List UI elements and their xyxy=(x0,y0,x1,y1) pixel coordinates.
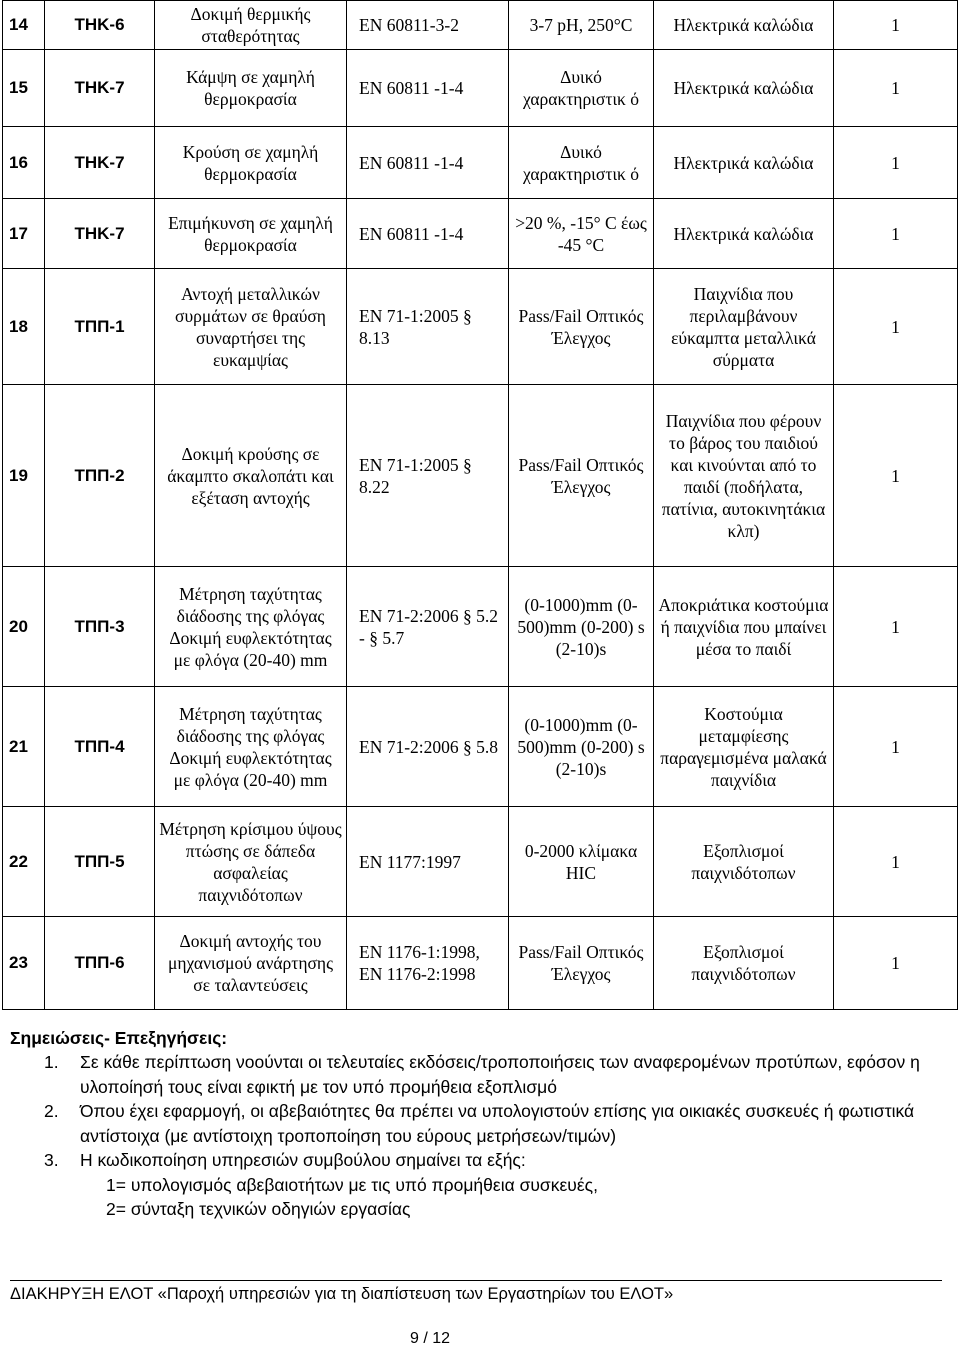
product-category-cell xyxy=(654,807,834,917)
measurement-range-cell xyxy=(509,269,654,385)
standard-reference: EN 60811 -1-4 xyxy=(359,78,464,98)
standard-reference-cell xyxy=(347,807,509,917)
table-row xyxy=(3,50,958,127)
product-category-cell xyxy=(654,687,834,807)
row-number-cell xyxy=(3,687,45,807)
service-code: 1 xyxy=(891,78,900,98)
test-code-cell xyxy=(45,50,155,127)
standard-reference-cell xyxy=(347,269,509,385)
service-code-cell xyxy=(834,1,958,50)
note-text: Σε κάθε περίπτωση νοούνται οι τελευταίες εκδόσεις/τροποποιήσεις των αναφερομένων προτύπων, εφόσον η υλοποίησή τους είναι εφικτή με τον υπό προμήθεια εξοπλισμό xyxy=(80,1052,920,1097)
note-item xyxy=(10,1050,950,1099)
test-name-cell xyxy=(155,687,347,807)
row-number-cell xyxy=(3,917,45,1010)
row-number: 23 xyxy=(9,953,28,972)
test-name: Δοκιμή θερμικής σταθερότητας xyxy=(190,4,311,46)
product-category-cell xyxy=(654,199,834,269)
row-number: 15 xyxy=(9,78,28,97)
footer-title: ΔΙΑΚΗΡΥΞΗ ΕΛΟΤ «Παροχή υπηρεσιών για τη διαπίστευση των Εργαστηρίων του ΕΛΟΤ» xyxy=(10,1285,674,1303)
standard-reference-cell xyxy=(347,50,509,127)
test-name-cell xyxy=(155,50,347,127)
product-category-cell xyxy=(654,50,834,127)
test-code-cell xyxy=(45,567,155,687)
measurement-range-cell xyxy=(509,385,654,567)
test-code-cell xyxy=(45,199,155,269)
test-code: THK-6 xyxy=(74,15,125,34)
test-code-cell xyxy=(45,269,155,385)
measurement-range: 3-7 pH, 250°C xyxy=(529,15,633,35)
service-code: 1 xyxy=(891,223,900,244)
row-number: 17 xyxy=(9,223,28,243)
service-code-cell xyxy=(834,687,958,807)
note-number: 3. xyxy=(44,1150,59,1170)
test-name: Μέτρηση κρίσιμου ύψους πτώσης σε δάπεδα ασφαλείας παιχνιδότοπων xyxy=(159,818,342,905)
product-category: Κοστούμια μεταμφίεσης παραγεμισμένα μαλακά παιχνίδια xyxy=(660,703,827,790)
footer-divider xyxy=(10,1280,942,1281)
service-code-cell xyxy=(834,199,958,269)
table-row xyxy=(3,807,958,917)
test-code: ΤΠΠ-3 xyxy=(74,616,125,636)
table-row xyxy=(3,917,958,1010)
standard-reference: EN 71-1:2005 § 8.22 xyxy=(359,454,472,497)
test-code-cell xyxy=(45,127,155,199)
measurement-range: Δυικό χαρακτηριστικ ό xyxy=(522,67,639,109)
service-code-cell xyxy=(834,807,958,917)
standard-reference-cell xyxy=(347,385,509,567)
row-number-cell xyxy=(3,807,45,917)
product-category-cell xyxy=(654,567,834,687)
product-category: Ηλεκτρικά καλώδια xyxy=(673,15,814,35)
service-code: 1 xyxy=(891,616,900,637)
product-category: Ηλεκτρικά καλώδια xyxy=(673,152,814,173)
note-item xyxy=(10,1148,950,1173)
measurement-range-cell xyxy=(509,807,654,917)
measurement-range-cell xyxy=(509,917,654,1010)
standard-reference-cell xyxy=(347,917,509,1010)
code-definition: 2= σύνταξη τεχνικών οδηγιών εργασίας xyxy=(106,1199,411,1219)
service-code-cell xyxy=(834,567,958,687)
row-number: 16 xyxy=(9,152,28,172)
note-number: 2. xyxy=(44,1101,59,1121)
service-code: 1 xyxy=(891,316,900,337)
row-number: 21 xyxy=(9,736,28,756)
product-category: Ηλεκτρικά καλώδια xyxy=(673,223,814,244)
measurement-range-cell xyxy=(509,567,654,687)
test-name: Κρούση σε χαμηλή θερμοκρασία xyxy=(182,141,319,184)
test-code-cell xyxy=(45,1,155,50)
measurement-range-cell xyxy=(509,127,654,199)
row-number-cell xyxy=(3,1,45,50)
service-code: 1 xyxy=(891,152,900,173)
test-code: ΤΠΠ-5 xyxy=(74,851,125,871)
product-category: Ηλεκτρικά καλώδια xyxy=(673,78,814,98)
test-name: Μέτρηση ταχύτητας διάδοσης της φλόγας Δοκιμή ευφλεκτότητας με φλόγα (20-40) mm xyxy=(169,703,332,790)
table-row xyxy=(3,127,958,199)
measurement-range: Pass/Fail Οπτικός Έλεγχος xyxy=(518,942,644,984)
test-name-cell xyxy=(155,385,347,567)
row-number-cell xyxy=(3,385,45,567)
row-number-cell xyxy=(3,199,45,269)
test-code: THK-7 xyxy=(74,152,125,172)
standard-reference: EN 71-1:2005 § 8.13 xyxy=(359,305,472,348)
measurement-range: (0-1000)mm (0-500)mm (0-200) s (2-10)s xyxy=(517,714,645,779)
test-name: Κάμψη σε χαμηλή θερμοκρασία xyxy=(186,67,315,109)
measurement-range-cell xyxy=(509,50,654,127)
row-number-cell xyxy=(3,269,45,385)
measurement-range-cell xyxy=(509,1,654,50)
service-code-cell xyxy=(834,127,958,199)
test-name: Δοκιμή αντοχής του μηχανισμού ανάρτησης σε ταλαντεύσεις xyxy=(168,931,333,995)
test-code-cell xyxy=(45,687,155,807)
test-name: Δοκιμή κρούσης σε άκαμπτο σκαλοπάτι και εξέταση αντοχής xyxy=(167,443,334,508)
product-category-cell xyxy=(654,917,834,1010)
service-code: 1 xyxy=(891,736,900,757)
row-number-cell xyxy=(3,50,45,127)
standard-reference: EN 60811-3-2 xyxy=(359,15,459,35)
note-number: 1. xyxy=(44,1052,59,1072)
row-number: 18 xyxy=(9,316,28,336)
row-number-cell xyxy=(3,127,45,199)
note-item xyxy=(10,1099,950,1148)
measurement-range-cell xyxy=(509,199,654,269)
row-number: 14 xyxy=(9,15,28,34)
measurement-range: Pass/Fail Οπτικός Έλεγχος xyxy=(518,454,644,497)
test-name-cell xyxy=(155,917,347,1010)
product-category-cell xyxy=(654,1,834,50)
row-number: 20 xyxy=(9,616,28,636)
measurement-range-cell xyxy=(509,687,654,807)
notes-title: Σημειώσεις- Επεξηγήσεις: xyxy=(10,1028,228,1048)
test-code: ΤΠΠ-2 xyxy=(74,465,125,485)
product-category: Εξοπλισμοί παιχνιδότοπων xyxy=(691,942,796,984)
test-code: ΤΠΠ-1 xyxy=(74,316,125,336)
table-row xyxy=(3,567,958,687)
service-code-cell xyxy=(834,50,958,127)
test-name-cell xyxy=(155,807,347,917)
specification-table xyxy=(2,0,958,1010)
test-name: Επιμήκυνση σε χαμηλή θερμοκρασία xyxy=(168,212,333,255)
note-text: Όπου έχει εφαρμογή, οι αβεβαιότητες θα πρέπει να υπολογιστούν επίσης για οικιακές συσκευές ή φωτιστικά αντίστοιχα (με αντίστοιχη τροποποίηση του εύρους μετρήσεων/τιμών) xyxy=(80,1101,915,1146)
notes-section xyxy=(10,1026,950,1222)
service-code-cell xyxy=(834,269,958,385)
row-number-cell xyxy=(3,567,45,687)
service-code: 1 xyxy=(891,851,900,872)
measurement-range: 0-2000 κλίμακα HIC xyxy=(524,840,638,883)
standard-reference-cell xyxy=(347,199,509,269)
measurement-range: >20 %, -15° C έως -45 °C xyxy=(515,212,647,255)
service-code-cell xyxy=(834,917,958,1010)
table-row xyxy=(3,1,958,50)
standard-reference: EN 60811 -1-4 xyxy=(359,223,464,244)
product-category-cell xyxy=(654,385,834,567)
note-text: Η κωδικοποίηση υπηρεσιών συμβούλου σημαίνει τα εξής: xyxy=(80,1150,526,1170)
test-name: Αντοχή μεταλλικών συρμάτων σε θραύση συναρτήσει της ευκαμψίας xyxy=(175,283,326,370)
test-name-cell xyxy=(155,269,347,385)
row-number: 22 xyxy=(9,851,28,871)
test-name-cell xyxy=(155,567,347,687)
product-category: Εξοπλισμοί παιχνιδότοπων xyxy=(691,840,796,883)
service-code-cell xyxy=(834,385,958,567)
measurement-range: (0-1000)mm (0-500)mm (0-200) s (2-10)s xyxy=(517,594,645,659)
product-category: Παιχνίδια που φέρουν το βάρος του παιδιού και κινούνται από το παιδί (ποδήλατα, πατίνια, αυτοκινητάκια κλπ) xyxy=(661,410,826,541)
standard-reference: EN 71-2:2006 § 5.2 - § 5.7 xyxy=(359,605,499,648)
code-definition: 1= υπολογισμός αβεβαιοτήτων με τις υπό προμήθεια συσκευές, xyxy=(106,1174,598,1195)
product-category: Αποκριάτικα κοστούμια ή παιχνίδια που μπαίνει μέσα το παιδί xyxy=(658,594,829,659)
standard-reference: EN 1176-1:1998, EN 1176-2:1998 xyxy=(359,942,480,984)
table-row xyxy=(3,687,958,807)
page-number: 9 / 12 xyxy=(409,1330,451,1347)
measurement-range: Δυικό χαρακτηριστικ ό xyxy=(522,141,639,184)
test-code: THK-7 xyxy=(74,223,125,243)
test-code-cell xyxy=(45,385,155,567)
standard-reference: EN 1177:1997 xyxy=(359,851,461,872)
service-code: 1 xyxy=(891,465,900,486)
product-category: Παιχνίδια που περιλαμβάνουν εύκαμπτα μεταλλικά σύρματα xyxy=(671,283,816,370)
table-row xyxy=(3,199,958,269)
test-code-cell xyxy=(45,917,155,1010)
product-category-cell xyxy=(654,269,834,385)
test-code: ΤΠΠ-4 xyxy=(74,736,125,756)
test-name-cell xyxy=(155,127,347,199)
test-name-cell xyxy=(155,199,347,269)
service-code: 1 xyxy=(891,15,900,35)
standard-reference-cell xyxy=(347,687,509,807)
row-number: 19 xyxy=(9,465,28,485)
service-code: 1 xyxy=(891,953,900,973)
standard-reference-cell xyxy=(347,1,509,50)
table-row xyxy=(3,385,958,567)
test-code: ΤΠΠ-6 xyxy=(74,953,125,972)
measurement-range: Pass/Fail Οπτικός Έλεγχος xyxy=(518,305,644,348)
standard-reference: EN 60811 -1-4 xyxy=(359,152,464,173)
product-category-cell xyxy=(654,127,834,199)
standard-reference: EN 71-2:2006 § 5.8 xyxy=(359,736,499,757)
standard-reference-cell xyxy=(347,567,509,687)
table-row xyxy=(3,269,958,385)
standard-reference-cell xyxy=(347,127,509,199)
test-name: Μέτρηση ταχύτητας διάδοσης της φλόγας Δοκιμή ευφλεκτότητας με φλόγα (20-40) mm xyxy=(169,583,332,670)
test-code-cell xyxy=(45,807,155,917)
test-name-cell xyxy=(155,1,347,50)
test-code: THK-7 xyxy=(74,78,125,97)
